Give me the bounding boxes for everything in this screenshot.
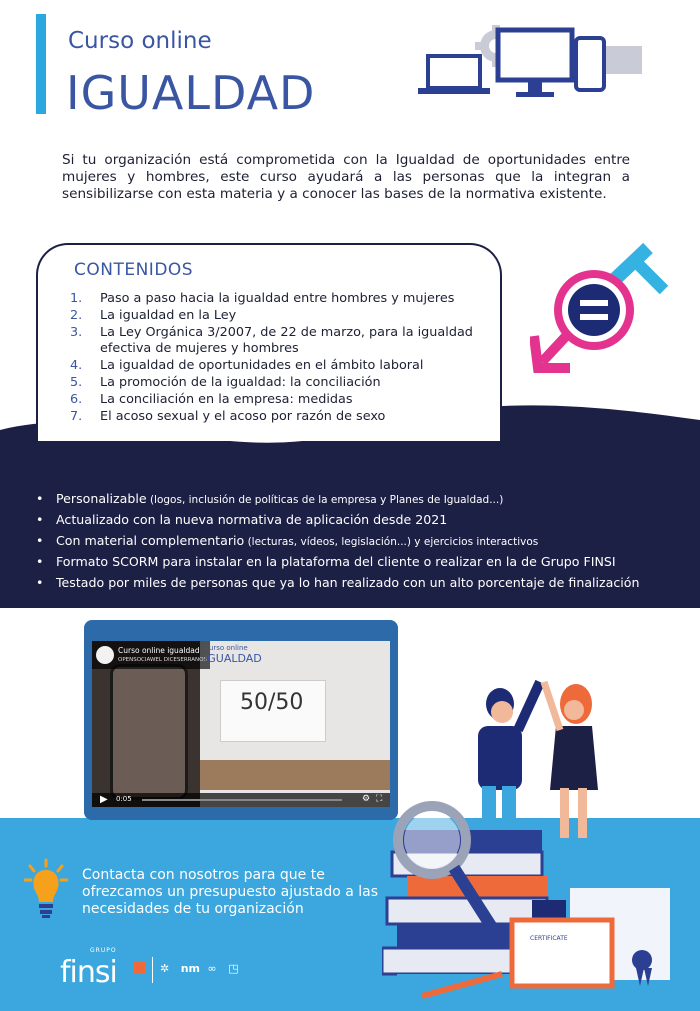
- intro-text: Si tu organización está comprometida con la Igualdad de oportunidades entre mujeres y hombres, este curso ayudará a las personas que la integran a sensibilizarse con esta materia y a conocer las bases de la normativa existente.: [62, 152, 630, 202]
- page-title: IGUALDAD: [66, 66, 316, 120]
- brand-group-label: GRUPO: [90, 947, 117, 954]
- brand-divider: [152, 957, 153, 983]
- fullscreen-icon[interactable]: ⛶: [376, 794, 383, 804]
- gender-equality-icon: [530, 240, 680, 380]
- contents-list: [70, 291, 490, 426]
- video-slide-5050: 50/50: [240, 690, 304, 715]
- page-subtitle: Curso online: [68, 28, 212, 54]
- video-controls[interactable]: [92, 793, 390, 807]
- partner-logo-nm: nm: [180, 962, 201, 975]
- video-slide-subtitle: Curso online: [204, 644, 248, 652]
- video-speaker-image: [110, 664, 188, 800]
- list-item: 6. La conciliación en la empresa: medidas: [70, 392, 353, 407]
- list-item: • Personalizable (logos, inclusión de políticas de la empresa y Planes de Igualdad...): [36, 491, 504, 506]
- partner-logo-icon: ∞: [207, 962, 221, 975]
- partner-logos: [160, 962, 243, 975]
- list-item: 2. La igualdad en la Ley: [70, 308, 237, 323]
- list-item: • Formato SCORM para instalar en la plataforma del cliente o realizar en la de Grupo FINSI: [36, 554, 616, 569]
- list-item: 7. El acoso sexual y el acoso por razón de sexo: [70, 409, 386, 424]
- devices-icon: [416, 22, 648, 106]
- features-list: [36, 489, 686, 594]
- lightbulb-icon: [24, 858, 68, 920]
- brand-logo: finsi: [60, 955, 117, 990]
- list-item: 4. La igualdad de oportunidades en el ámbito laboral: [70, 358, 424, 373]
- video-progress-bar[interactable]: [142, 799, 342, 801]
- list-item: 5. La promoción de la igualdad: la conciliación: [70, 375, 381, 390]
- contact-text: Contacta con nosotros para que te ofrezcamos un presupuesto ajustado a las necesidades de tu organización: [82, 867, 379, 917]
- video-slide-title: IGUALDAD: [204, 652, 262, 665]
- brand-logo-mark: [134, 962, 146, 974]
- video-channel-name: Curso online igualdad: [118, 646, 200, 655]
- partner-logo-icon: ✲: [160, 962, 174, 975]
- list-item: 1. Paso a paso hacia la igualdad entre hombres y mujeres: [70, 291, 455, 306]
- books-certificate-illustration: [382, 800, 692, 1010]
- list-item: • Actualizado con la nueva normativa de aplicación desde 2021: [36, 512, 448, 527]
- list-item: • Testado por miles de personas que ya lo han realizado con un alto porcentaje de finalización: [36, 575, 640, 590]
- list-item: • Con material complementario (lecturas, vídeos, legislación...) y ejercicios interactivos: [36, 533, 539, 548]
- settings-icon[interactable]: ⚙: [362, 794, 371, 804]
- accent-bar: [36, 14, 46, 114]
- contents-title: CONTENIDOS: [74, 260, 194, 280]
- video-desk: [200, 760, 390, 790]
- certificate-label: CERTIFICATE: [530, 935, 568, 942]
- video-channel-sub: OPENSOCIAWEL DICESERRANOS: [118, 657, 207, 663]
- play-icon[interactable]: ▶: [100, 794, 108, 805]
- channel-avatar: [96, 646, 114, 664]
- list-item: 3. La Ley Orgánica 3/2007, de 22 de marzo, para la igualdad efectiva de mujeres y hombres: [70, 325, 473, 356]
- partner-logo-icon: ◳: [228, 962, 243, 975]
- video-time: 0:05: [116, 795, 132, 803]
